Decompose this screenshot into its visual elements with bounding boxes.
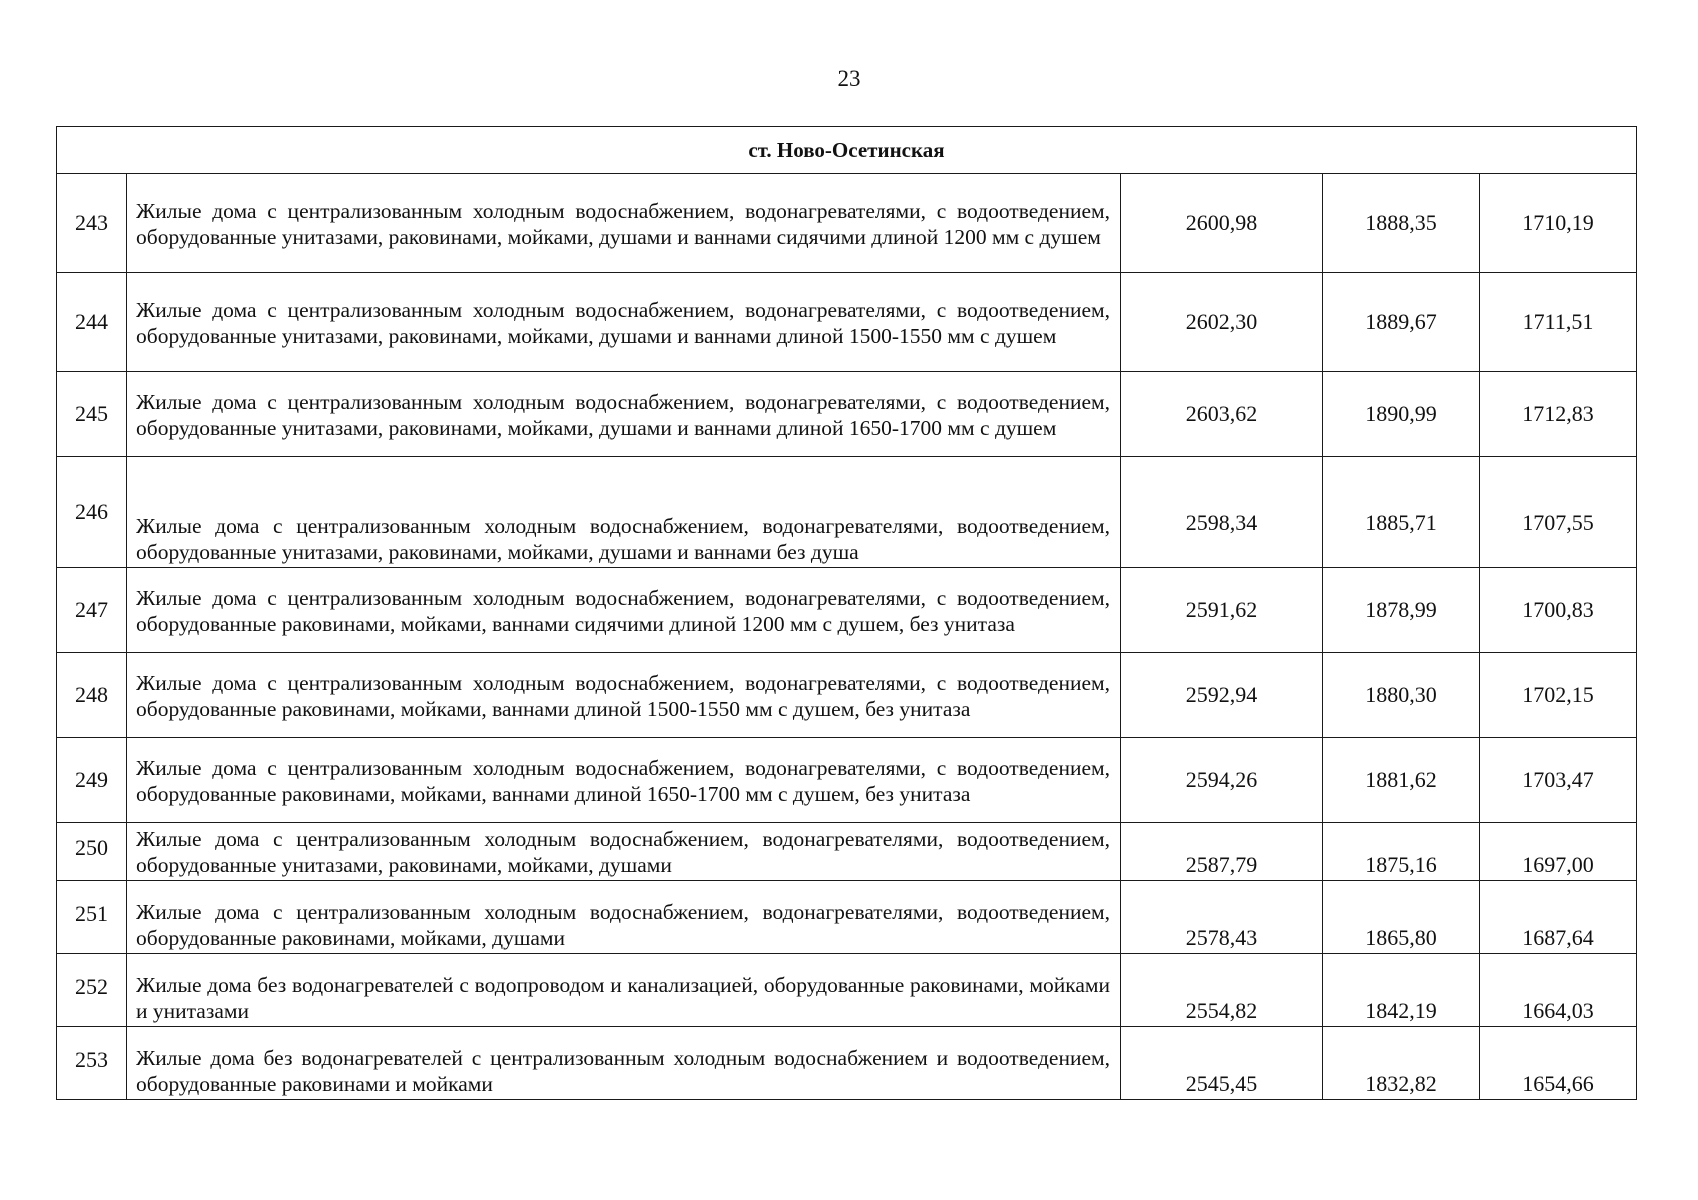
row-description: Жилые дома без водонагревателей с централизованным холодным водоснабжением и водоотведением, оборудованные раковинами и мойками: [127, 1027, 1121, 1100]
table-row: [57, 881, 1637, 954]
row-number: 246: [57, 457, 127, 568]
row-value-3: 1707,55: [1480, 457, 1637, 568]
row-description: Жилые дома с централизованным холодным водоснабжением, водонагревателями, водоотведением, оборудованные раковинами, мойками, душами: [127, 881, 1121, 954]
row-number: 248: [57, 653, 127, 738]
row-number: 243: [57, 174, 127, 273]
row-value-3: 1700,83: [1480, 568, 1637, 653]
row-value-2: 1875,16: [1323, 823, 1480, 881]
row-value-2: 1885,71: [1323, 457, 1480, 568]
row-number: 245: [57, 372, 127, 457]
row-value-2: 1890,99: [1323, 372, 1480, 457]
row-description: Жилые дома с централизованным холодным водоснабжением, водонагревателями, с водоотведением, оборудованные унитазами, раковинами, мойками, душами и ваннами длиной 1650-1700 мм с душем: [127, 372, 1121, 457]
row-description: Жилые дома с централизованным холодным водоснабжением, водонагревателями, водоотведением, оборудованные унитазами, раковинами, мойками, душами и ваннами без душа: [127, 457, 1121, 568]
row-value-2: 1880,30: [1323, 653, 1480, 738]
row-value-2: 1889,67: [1323, 273, 1480, 372]
row-value-3: 1687,64: [1480, 881, 1637, 954]
row-value-1: 2591,62: [1121, 568, 1323, 653]
row-value-1: 2603,62: [1121, 372, 1323, 457]
row-number: 249: [57, 738, 127, 823]
row-value-2: 1865,80: [1323, 881, 1480, 954]
section-header-row: [57, 127, 1637, 174]
table-row: [57, 823, 1637, 881]
row-description: Жилые дома с централизованным холодным водоснабжением, водонагревателями, с водоотведением, оборудованные раковинами, мойками, ваннами длиной 1650-1700 мм с душем, без унитаза: [127, 738, 1121, 823]
row-description: Жилые дома с централизованным холодным водоснабжением, водонагревателями, с водоотведением, оборудованные унитазами, раковинами, мойками, душами и ваннами длиной 1500-1550 мм с душем: [127, 273, 1121, 372]
row-value-3: 1654,66: [1480, 1027, 1637, 1100]
row-number: 253: [57, 1027, 127, 1100]
table-row: [57, 273, 1637, 372]
table-row: [57, 738, 1637, 823]
tariff-table: [56, 126, 1637, 1100]
row-value-1: 2545,45: [1121, 1027, 1323, 1100]
row-description: Жилые дома с централизованным холодным водоснабжением, водонагревателями, водоотведением, оборудованные унитазами, раковинами, мойками, душами: [127, 823, 1121, 881]
row-value-1: 2592,94: [1121, 653, 1323, 738]
page-number: 23: [837, 66, 861, 91]
table-row: [57, 568, 1637, 653]
row-description: Жилые дома без водонагревателей с водопроводом и канализацией, оборудованные раковинами, мойками и унитазами: [127, 954, 1121, 1027]
row-value-2: 1878,99: [1323, 568, 1480, 653]
row-value-3: 1697,00: [1480, 823, 1637, 881]
row-value-3: 1702,15: [1480, 653, 1637, 738]
row-number: 247: [57, 568, 127, 653]
row-number: 251: [57, 881, 127, 954]
row-number: 244: [57, 273, 127, 372]
table-row: [57, 457, 1637, 568]
row-value-1: 2602,30: [1121, 273, 1323, 372]
row-value-2: 1888,35: [1323, 174, 1480, 273]
section-title: ст. Ново-Осетинская: [57, 127, 1637, 174]
table-row: [57, 954, 1637, 1027]
row-value-2: 1832,82: [1323, 1027, 1480, 1100]
row-value-3: 1711,51: [1480, 273, 1637, 372]
row-value-2: 1842,19: [1323, 954, 1480, 1027]
row-value-1: 2587,79: [1121, 823, 1323, 881]
row-value-1: 2598,34: [1121, 457, 1323, 568]
row-description: Жилые дома с централизованным холодным водоснабжением, водонагревателями, с водоотведением, оборудованные раковинами, мойками, ваннами длиной 1500-1550 мм с душем, без унитаза: [127, 653, 1121, 738]
table-row: [57, 174, 1637, 273]
row-value-1: 2600,98: [1121, 174, 1323, 273]
table-row: [57, 653, 1637, 738]
row-value-3: 1712,83: [1480, 372, 1637, 457]
row-value-1: 2554,82: [1121, 954, 1323, 1027]
row-number: 250: [57, 823, 127, 881]
row-value-3: 1703,47: [1480, 738, 1637, 823]
row-description: Жилые дома с централизованным холодным водоснабжением, водонагревателями, с водоотведением, оборудованные раковинами, мойками, ваннами сидячими длиной 1200 мм с душем, без унитаза: [127, 568, 1121, 653]
row-value-1: 2578,43: [1121, 881, 1323, 954]
row-value-2: 1881,62: [1323, 738, 1480, 823]
row-value-3: 1710,19: [1480, 174, 1637, 273]
table-row: [57, 1027, 1637, 1100]
row-value-3: 1664,03: [1480, 954, 1637, 1027]
table-row: [57, 372, 1637, 457]
row-description: Жилые дома с централизованным холодным водоснабжением, водонагревателями, с водоотведением, оборудованные унитазами, раковинами, мойками, душами и ваннами сидячими длиной 1200 мм с душем: [127, 174, 1121, 273]
row-number: 252: [57, 954, 127, 1027]
row-value-1: 2594,26: [1121, 738, 1323, 823]
